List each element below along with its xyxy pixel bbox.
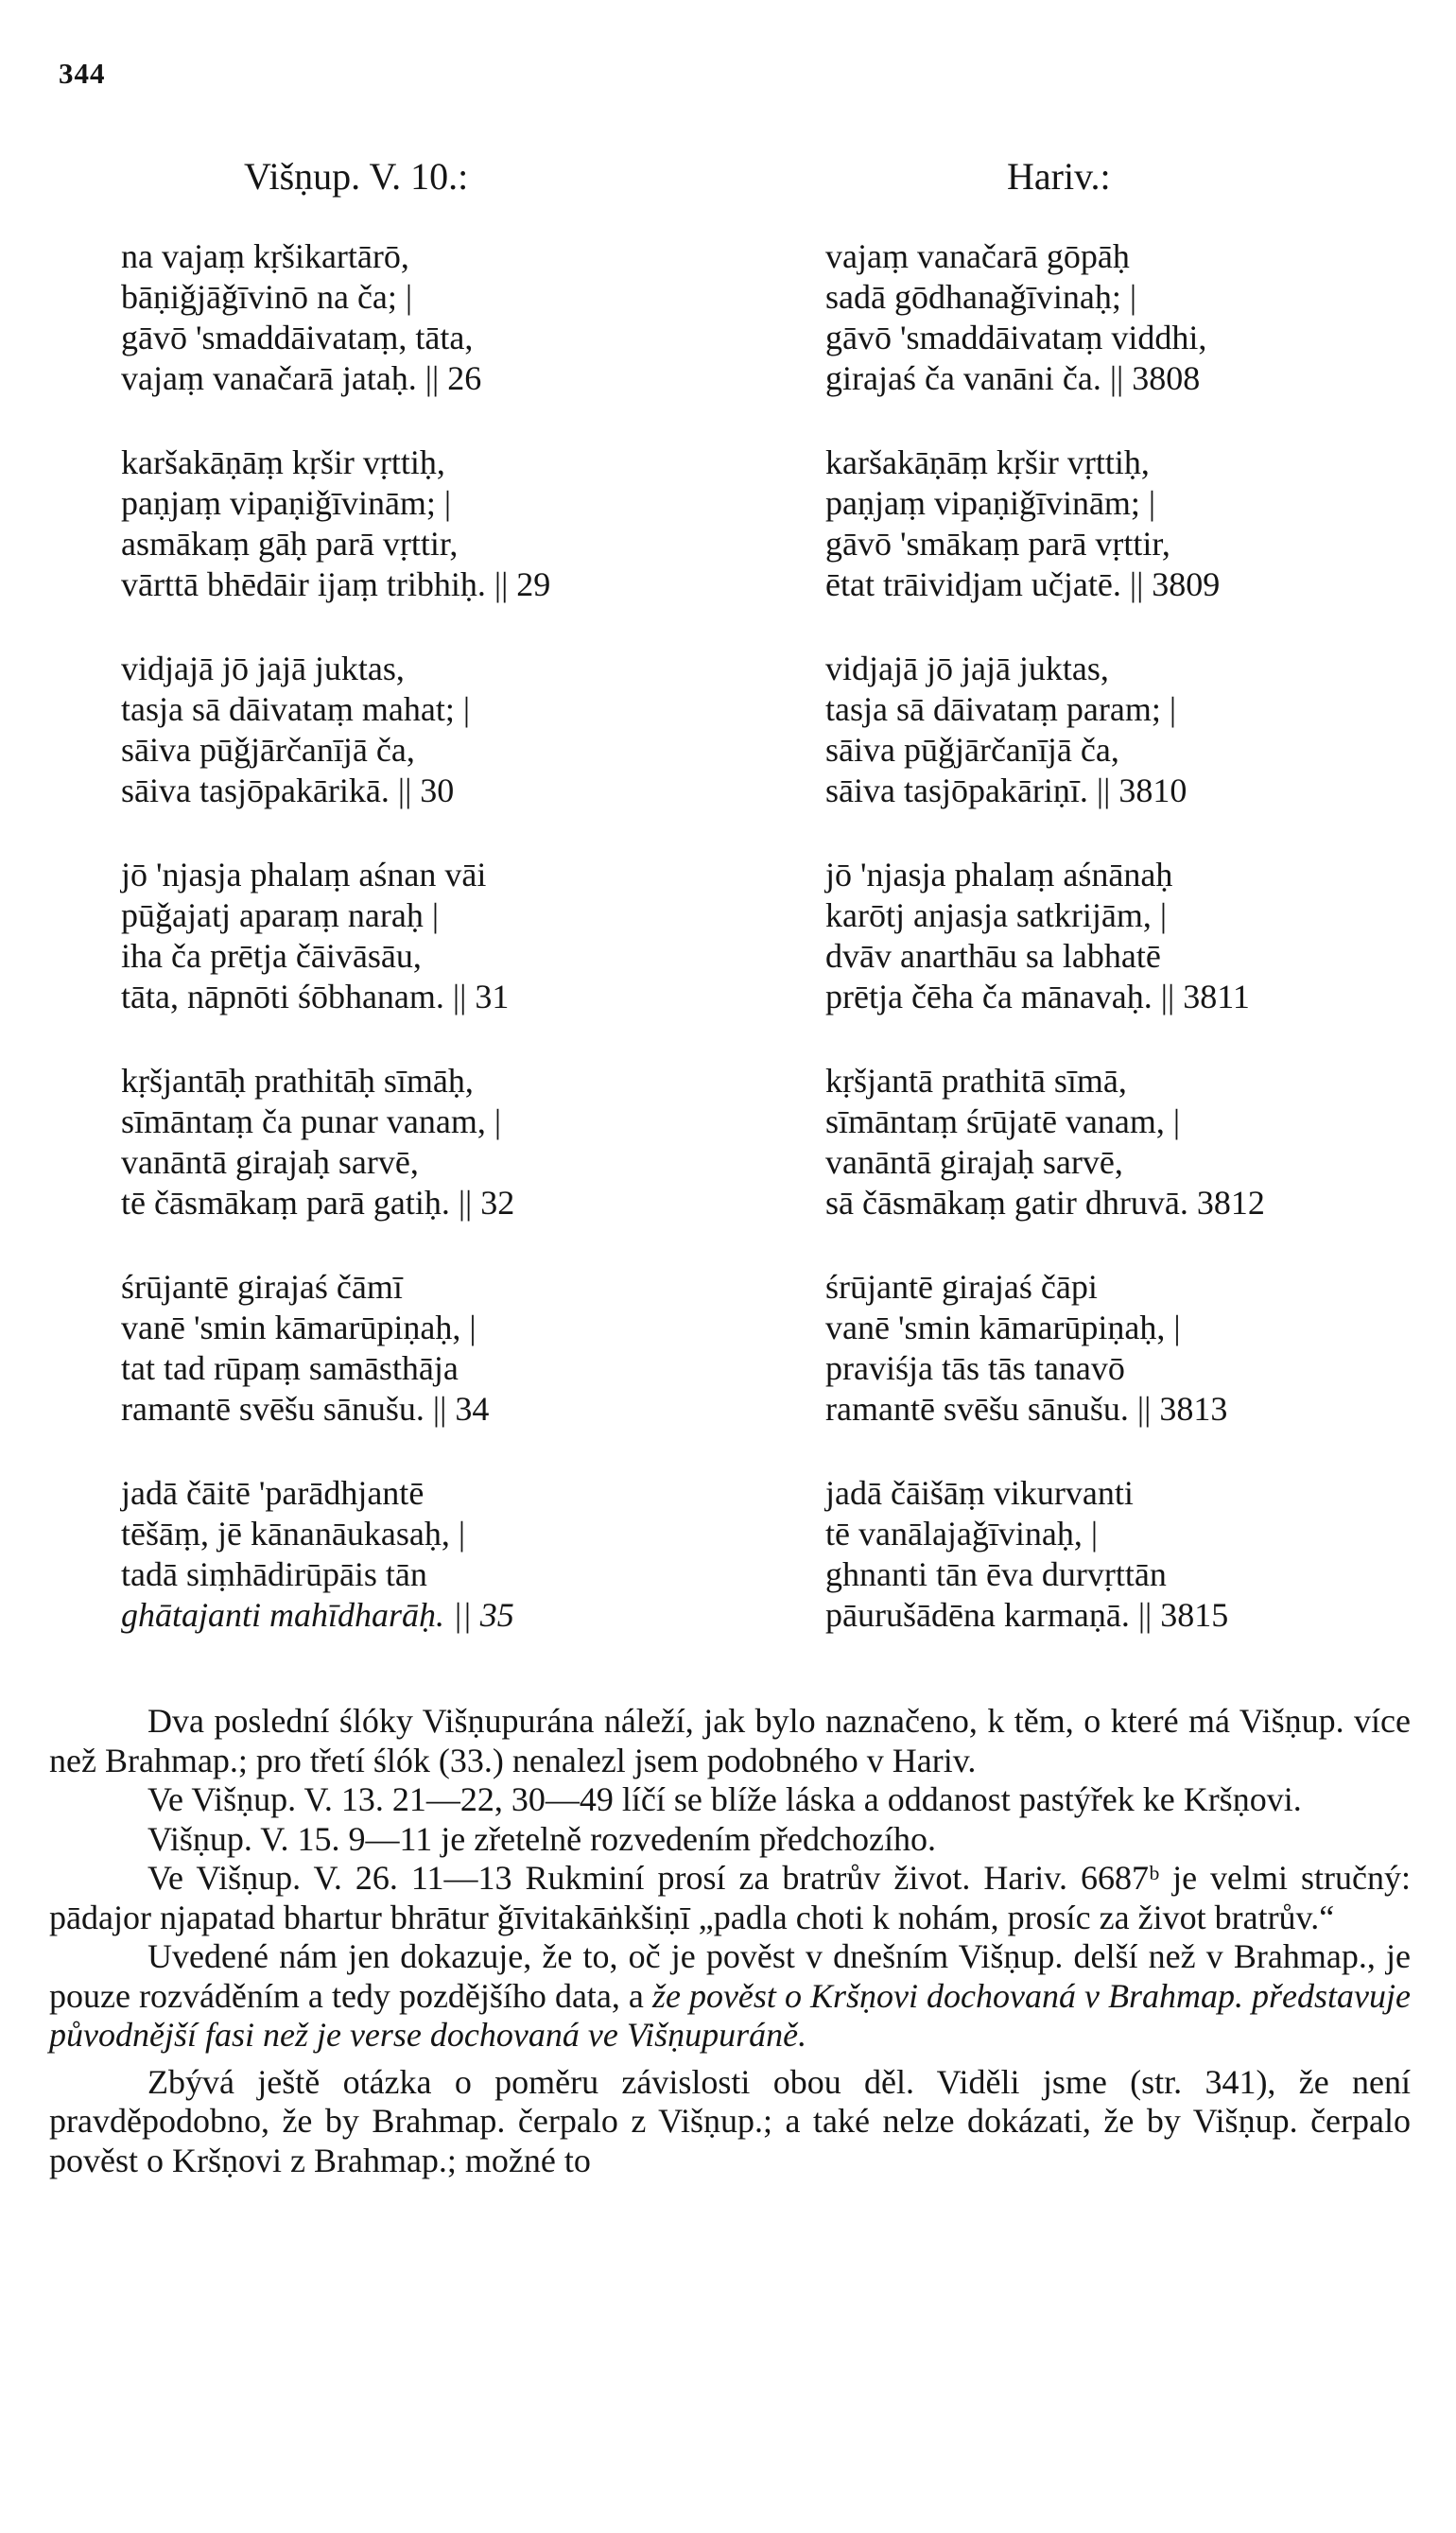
verse-line: tasja sā dāivataṃ param; | bbox=[825, 690, 1177, 728]
verse-line: pūǧajatj aparaṃ naraḥ | bbox=[121, 896, 440, 934]
verse-line: sadā gōdhanaǧīvinaḥ; | bbox=[825, 278, 1137, 316]
right-stanza bbox=[825, 1061, 1430, 1267]
right-column-header: Hariv.: bbox=[1007, 155, 1111, 198]
verse-line: ramantē svēšu sānušu. || 34 bbox=[121, 1390, 490, 1428]
verse-line: karōtj anjasja satkrijām, | bbox=[825, 896, 1168, 934]
verse-line: tasja sā dāivataṃ mahat; | bbox=[121, 690, 471, 728]
prose-paragraph: Višṇup. V. 15. 9—11 je zřetelně rozvedením předchozího. bbox=[147, 1819, 936, 1858]
prose-italic-text: že pověst o Kršṇovi dochovaná v Brahmap. představuje původnější fasi než je verse dochovaná ve Višṇupuráně. bbox=[49, 1976, 1411, 2054]
verse-line: vajaṃ vanačarā jataḥ. || 26 bbox=[121, 359, 482, 397]
right-stanza bbox=[825, 442, 1430, 649]
verse-line: bāṇiǧjāǧīvinō na ča; | bbox=[121, 278, 413, 316]
verse-line: śrūjantē girajaś čāpi bbox=[825, 1268, 1098, 1306]
verse-line: jō 'njasja phalaṃ aśnan vāi bbox=[121, 856, 487, 893]
verse-line: vanāntā girajaḥ sarvē, bbox=[121, 1143, 419, 1181]
verse-line: asmākaṃ gāḥ parā vṛttir, bbox=[121, 525, 459, 563]
verse-line: gāvō 'smaddāivataṃ, tāta, bbox=[121, 319, 474, 356]
verse-line: paṇjaṃ vipaṇiǧīvinām; | bbox=[121, 484, 452, 522]
verse-line: ghnanti tān ēva durvṛttān bbox=[825, 1555, 1167, 1593]
verse-line: gāvō 'smākaṃ parā vṛttir, bbox=[825, 525, 1170, 563]
verse-line: kṛšjantāḥ prathitāḥ sīmāḥ, bbox=[121, 1062, 474, 1100]
prose-paragraph: Ve Višṇup. V. 13. 21—22, 30—49 líčí se blíže láska a oddanost pastýřek ke Kršṇovi. bbox=[147, 1780, 1302, 1818]
verse-line: vidjajā jō jajā juktas, bbox=[121, 650, 405, 687]
verse-line: prētja čēha ča mānavaḥ. || 3811 bbox=[825, 978, 1250, 1015]
verse-line: vanē 'smin kāmarūpiṇaḥ, | bbox=[121, 1309, 477, 1346]
prose-text: Uvedené nám jen dokazuje, že to, oč je pověst v dnešním Višṇup. delší než v Brahmap., je pouze rozváděním a tedy pozdějšího data, a bbox=[49, 1937, 1411, 2015]
prose-paragraph bbox=[49, 1937, 1411, 2056]
verse-line: sāiva pūǧjārčanījā ča, bbox=[121, 731, 415, 769]
left-stanza bbox=[121, 236, 764, 442]
verse-line: jadā čāitē 'parādhjantē bbox=[121, 1474, 425, 1512]
verse-line: sīmāntaṃ śrūjatē vanam, | bbox=[825, 1102, 1181, 1140]
verse-line: dvāv anarthāu sa labhatē bbox=[825, 937, 1161, 975]
verse-line: jadā čāišāṃ vikurvanti bbox=[825, 1474, 1134, 1512]
verse-line: na vajaṃ kṛšikartārō, bbox=[121, 237, 409, 275]
verse-line: jō 'njasja phalaṃ aśnānaḥ bbox=[825, 856, 1173, 893]
prose-paragraph: Ve Višṇup. V. 26. 11—13 Rukminí prosí za bratrův život. Hariv. 6687ᵇ je velmi stručný: pādajor njapatad bhartur bhrātur ǧīvitakāṅkšiṇī „padla choti k nohám, prosíc za život bratrův.“ bbox=[49, 1859, 1411, 1936]
verse-line: kṛšjantā prathitā sīmā, bbox=[825, 1062, 1127, 1100]
verse-line: ramantē svēšu sānušu. || 3813 bbox=[825, 1390, 1228, 1428]
left-stanza bbox=[121, 649, 764, 855]
right-verse-column bbox=[825, 236, 1430, 1679]
verse-line: vidjajā jō jajā juktas, bbox=[825, 650, 1109, 687]
right-stanza bbox=[825, 236, 1430, 442]
verse-line: sāiva tasjōpakārikā. || 30 bbox=[121, 772, 455, 809]
verse-line: gāvō 'smaddāivataṃ viddhi, bbox=[825, 319, 1207, 356]
verse-line: karšakāṇāṃ kṛšir vṛttiḥ, bbox=[121, 443, 445, 481]
prose-paragraph: Dva poslední ślóky Višṇupurána náleží, jak bylo naznačeno, k těm, o které má Višṇup. více než Brahmap.; pro třetí ślók (33.) nenalezl jsem podobného v Hariv. bbox=[49, 1702, 1411, 1779]
verse-line: tāta, nāpnōti śōbhanam. || 31 bbox=[121, 978, 510, 1015]
verse-line: vārttā bhēdāir ijaṃ tribhiḥ. || 29 bbox=[121, 565, 551, 603]
right-stanza bbox=[825, 1267, 1430, 1473]
verse-line: vajaṃ vanačarā gōpāḥ bbox=[825, 237, 1130, 275]
verse-line: paṇjaṃ vipaṇiǧīvinām; | bbox=[825, 484, 1156, 522]
verse-line: vanāntā girajaḥ sarvē, bbox=[825, 1143, 1123, 1181]
verse-line: praviśja tās tās tanavō bbox=[825, 1349, 1125, 1387]
verse-line: tadā siṃhādirūpāis tān bbox=[121, 1555, 427, 1593]
left-stanza bbox=[121, 1061, 764, 1267]
verse-line: tat tad rūpaṃ samāsthāja bbox=[121, 1349, 459, 1387]
right-stanza bbox=[825, 855, 1430, 1061]
verse-line: śrūjantē girajaś čāmī bbox=[121, 1268, 403, 1306]
left-stanza bbox=[121, 855, 764, 1061]
verse-line: tē vanālajaǧīvinaḥ, | bbox=[825, 1515, 1099, 1553]
left-column-header: Višṇup. V. 10.: bbox=[244, 155, 469, 198]
left-stanza bbox=[121, 1267, 764, 1473]
right-stanza bbox=[825, 1473, 1430, 1679]
verse-line: pāurušādēna karmaṇā. || 3815 bbox=[825, 1596, 1229, 1634]
left-verse-column bbox=[121, 236, 764, 1679]
verse-line: ētat trāividjam učjatē. || 3809 bbox=[825, 565, 1221, 603]
right-stanza bbox=[825, 649, 1430, 855]
verse-line: ghātajanti mahīdharāḥ. || 35 bbox=[121, 1596, 514, 1634]
verse-line: sāiva tasjōpakāriṇī. || 3810 bbox=[825, 772, 1187, 809]
verse-line: sā čāsmākaṃ gatir dhruvā. 3812 bbox=[825, 1184, 1265, 1222]
prose-paragraph: Zbývá ještě otázka o poměru závislosti obou děl. Viděli jsme (str. 341), že není pravděpodobno, že by Brahmap. čerpalo z Višṇup.; a také nelze dokázati, že by Višṇup. čerpalo pověst o Kršṇovi z Brahmap.; možné to bbox=[49, 2062, 1411, 2179]
verse-line: karšakāṇāṃ kṛšir vṛttiḥ, bbox=[825, 443, 1150, 481]
verse-line: vanē 'smin kāmarūpiṇaḥ, | bbox=[825, 1309, 1181, 1346]
verse-line: sāiva pūǧjārčanījā ča, bbox=[825, 731, 1119, 769]
verse-line: tēšāṃ, jē kānanāukasaḥ, | bbox=[121, 1515, 466, 1553]
verse-line: iha ča prētja čāivāsāu, bbox=[121, 937, 422, 975]
verse-line: tē čāsmākaṃ parā gatiḥ. || 32 bbox=[121, 1184, 515, 1222]
page-number: 344 bbox=[59, 57, 106, 90]
prose-section bbox=[49, 1702, 1411, 2180]
verse-line: sīmāntaṃ ča punar vanam, | bbox=[121, 1102, 502, 1140]
left-stanza bbox=[121, 1473, 764, 1679]
verse-line: girajaś ča vanāni ča. || 3808 bbox=[825, 359, 1201, 397]
left-stanza bbox=[121, 442, 764, 649]
